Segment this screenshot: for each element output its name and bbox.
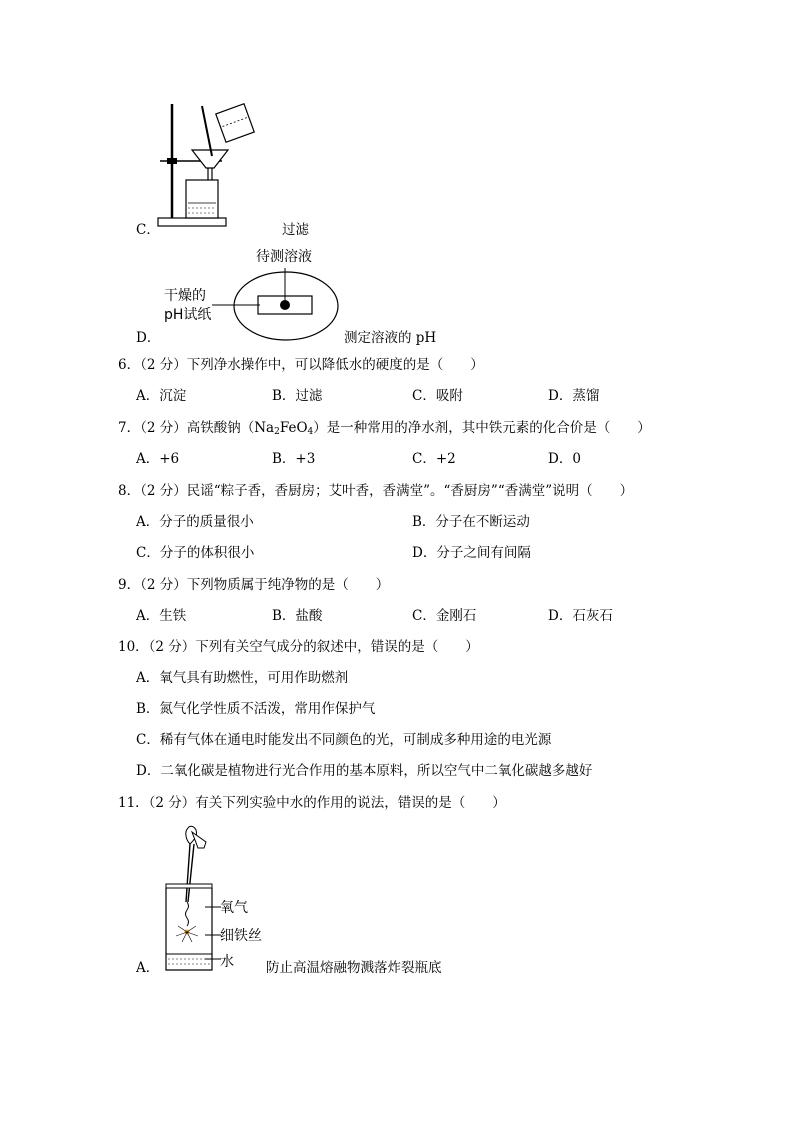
label-dry-paper-line1: 干燥的 [164, 288, 206, 304]
q7-option-b: B．+3 [272, 451, 316, 467]
q6-option-d: D．蒸馏 [548, 388, 600, 404]
question-6-stem: 6．（2 分）下列净水操作中，可以降低水的硬度的是（ ） [118, 357, 484, 373]
q11-option-a-letter: A． [136, 960, 160, 976]
option-c-letter: C． [136, 222, 160, 238]
option-d-caption: 测定溶液的 pH [344, 330, 437, 346]
question-10-stem: 10．（2 分）下列有关空气成分的叙述中，错误的是（ ） [118, 639, 479, 655]
label-oxygen: 氧气 [220, 900, 248, 916]
q9-option-a: A．生铁 [136, 608, 187, 624]
q6-option-b: B．过滤 [272, 388, 323, 404]
q10-option-c: C．稀有气体在通电时能发出不同颜色的光，可制成多种用途的电光源 [136, 732, 552, 748]
question-11-stem: 11．（2 分）有关下列实验中水的作用的说法，错误的是（ ） [118, 795, 506, 811]
q6-option-a: A．沉淀 [136, 388, 187, 404]
q11-option-a-caption: 防止高温熔融物溅落炸裂瓶底 [266, 960, 442, 976]
q8-option-d: D．分子之间有间隔 [412, 545, 531, 561]
q7-option-c: C．+2 [412, 451, 456, 467]
question-9-stem: 9．（2 分）下列物质属于纯净物的是（ ） [118, 577, 390, 593]
label-water: 水 [220, 954, 234, 970]
q7-option-d: D．0 [548, 451, 581, 467]
q8-option-c: C．分子的体积很小 [136, 545, 255, 561]
q9-option-d: D．石灰石 [548, 608, 613, 624]
q10-option-a: A．氧气具有助燃性，可用作助燃剂 [136, 670, 349, 686]
filtration-apparatus-figure [150, 98, 260, 232]
question-8-stem: 8．（2 分）民谣“粽子香，香厨房；艾叶香，香满堂”。“香厨房”“香满堂”说明（ ） [118, 483, 634, 499]
q8-option-a: A．分子的质量很小 [136, 514, 254, 530]
option-c-caption: 过滤 [282, 222, 309, 238]
q9-option-b: B．盐酸 [272, 608, 323, 624]
q10-option-d: D．二氧化碳是植物进行光合作用的基本原料，所以空气中二氧化碳越多越好 [136, 763, 593, 779]
q9-option-c: C．金刚石 [412, 608, 477, 624]
option-d-letter: D． [136, 330, 161, 346]
question-7-stem: 7．（2 分）高铁酸钠$(Na_2FeO_4)$是一种常用的净水剂，其中铁元素的化合价是（ ） [118, 420, 651, 437]
q8-option-b: B．分子在不断运动 [412, 514, 530, 530]
ph-paper-pointer-line [212, 300, 260, 310]
label-iron-wire: 细铁丝 [220, 928, 262, 944]
label-solution-to-test: 待测溶液 [256, 249, 312, 265]
q6-option-c: C．吸附 [412, 388, 463, 404]
q10-option-b: B．氮气化学性质不活泼，常用作保护气 [136, 701, 376, 717]
label-dry-paper-line2: pH试纸 [164, 307, 212, 323]
q7-option-a: A．+6 [136, 451, 180, 467]
